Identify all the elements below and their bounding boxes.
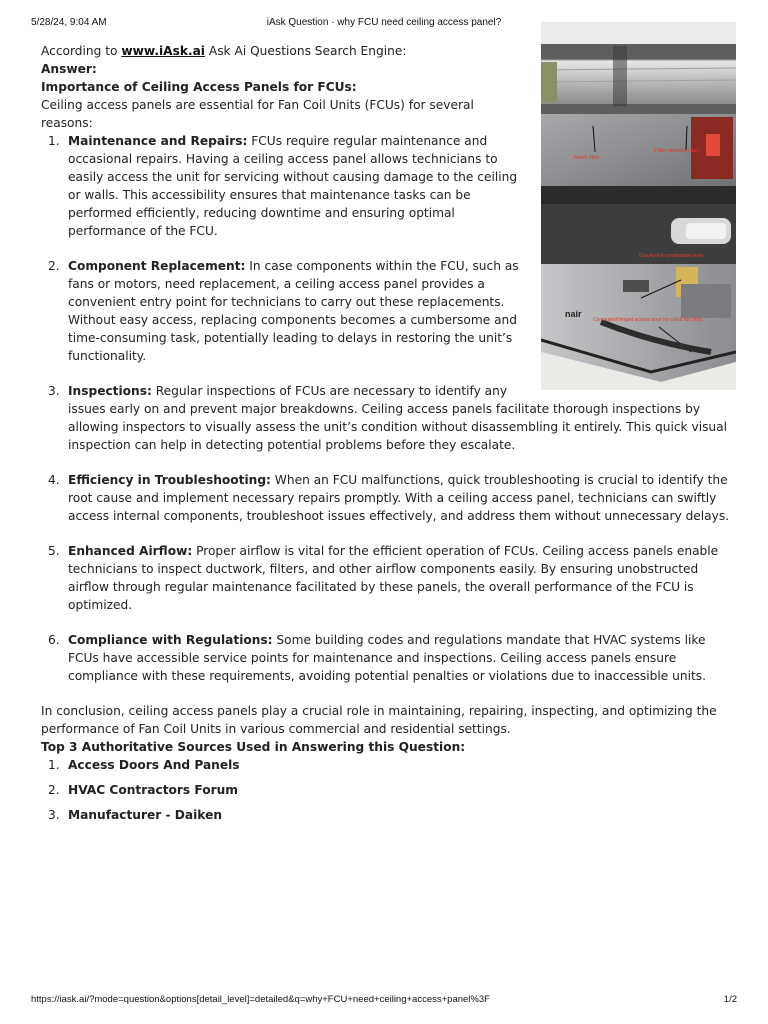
answer-label: Answer:: [41, 62, 97, 76]
list-item: [41, 382, 731, 454]
reason-term: Enhanced Airflow:: [68, 544, 193, 558]
answer-content: [41, 42, 731, 831]
conclusion-paragraph: In conclusion, ceiling access panels play a crucial role in maintaining, repairing, inspecting, and optimizing the performance of Fan Coil Units in various commercial and residential settings.: [41, 704, 717, 736]
list-number: 2.: [48, 783, 60, 797]
reason-text: Proper airflow is vital for the efficient operation of FCUs. Ceiling access panels enable technicians to inspect ductwork, filters, and other airflow components easily. By ensuring unobstructed airflow through regular maintenance facilitated by these panels, the overall performance of the FCU is optimized.: [68, 544, 719, 612]
source-label: HVAC Contractors Forum: [68, 783, 238, 797]
reason-term: Compliance with Regulations:: [68, 633, 273, 647]
reason-text: Some building codes and regulations mandate that HVAC systems like FCUs have accessible service points for maintenance and inspections. Ceiling access panels ensure compliance with these requirements, avoiding potential penalties or violations due to inaccessible units.: [68, 633, 706, 683]
source-label: Manufacturer - Daiken: [68, 808, 223, 822]
source-label: Access Doors And Panels: [68, 758, 240, 772]
page-number: 1/2: [723, 994, 737, 1005]
iask-link[interactable]: www.iAsk.ai: [121, 44, 205, 58]
reason-text: When an FCU malfunctions, quick troubleshooting is crucial to identify the root cause and implement necessary repairs promptly. With a ceiling access panel, technicians can swiftly access internal components, troubleshoot issues effectively, and address them without unnecessary delays.: [68, 473, 730, 523]
list-item: [41, 471, 731, 525]
reason-term: Efficiency in Troubleshooting:: [68, 473, 271, 487]
list-item: [41, 631, 731, 685]
print-page-title: iAsk Question · why FCU need ceiling access panel?: [266, 17, 502, 28]
condensate-drain-label: Gravity-fed condensate drain: [639, 253, 704, 259]
list-number: 3.: [48, 808, 60, 822]
list-number: 5.: [48, 544, 60, 558]
source-item[interactable]: [41, 781, 731, 799]
list-item: [41, 257, 731, 365]
print-footer: [31, 994, 737, 1008]
print-datetime: 5/28/24, 9:04 AM: [31, 17, 107, 28]
list-item: [41, 132, 731, 240]
page-url: https://iask.ai/?mode=question&options[detail_level]=detailed&q=why+FCU+need+ceiling+access+panel%3F: [31, 994, 490, 1005]
unit-brand-label: nair: [565, 309, 582, 319]
list-number: 1.: [48, 758, 60, 772]
sources-heading: Top 3 Authoritative Sources Used in Answering this Question:: [41, 740, 466, 754]
lead-paragraph: Ceiling access panels are essential for Fan Coil Units (FCUs) for several reasons:: [41, 98, 474, 130]
list-number: 4.: [48, 473, 60, 487]
intro-prefix: According to: [41, 44, 122, 58]
intro-suffix: Ask Ai Questions Search Engine:: [204, 44, 407, 58]
source-item[interactable]: [41, 806, 731, 824]
reason-term: Inspections:: [68, 384, 152, 398]
reason-text: In case components within the FCU, such as fans or motors, need replacement, a ceiling access panel provides a convenient entry point for technicians to carry out these replacements. Without easy access, replacing components becomes a cumbersome and time-consuming task, potentially leading to delays in restoring the unit’s functionality.: [68, 259, 519, 363]
section-heading: Importance of Ceiling Access Panels for FCUs:: [41, 80, 357, 94]
list-number: 2.: [48, 259, 60, 273]
reason-term: Maintenance and Repairs:: [68, 134, 248, 148]
hinged-door-label: Concealed hinged access door for coil & fan deck: [593, 317, 703, 323]
filter-retaining-box-label: Filter retaining box: [654, 148, 700, 154]
reason-text: Regular inspections of FCUs are necessary to identify any issues early on and prevent major breakdowns. Ceiling access panels facilitate thorough inspections by allowing inspectors to visually assess the unit’s condition without disassembling it entirely. This quick visual inspection can help in detecting potential problems before they escalate.: [68, 384, 728, 452]
reason-text: FCUs require regular maintenance and occasional repairs. Having a ceiling access panel allows technicians to easily access the unit for servicing without causing damage to the ceiling or walls. This accessibility ensures that maintenance tasks can be performed efficiently, reducing downtime and ensuring optimal performance of the FCU.: [68, 134, 518, 238]
source-item[interactable]: [41, 756, 731, 774]
mesh-filter-label: Mesh filter: [574, 155, 600, 161]
reason-term: Component Replacement:: [68, 259, 246, 273]
list-number: 6.: [48, 633, 60, 647]
list-number: 3.: [48, 384, 60, 398]
reasons-list: [41, 132, 731, 685]
sources-list: [41, 756, 731, 824]
list-number: 1.: [48, 134, 60, 148]
list-item: [41, 542, 731, 614]
